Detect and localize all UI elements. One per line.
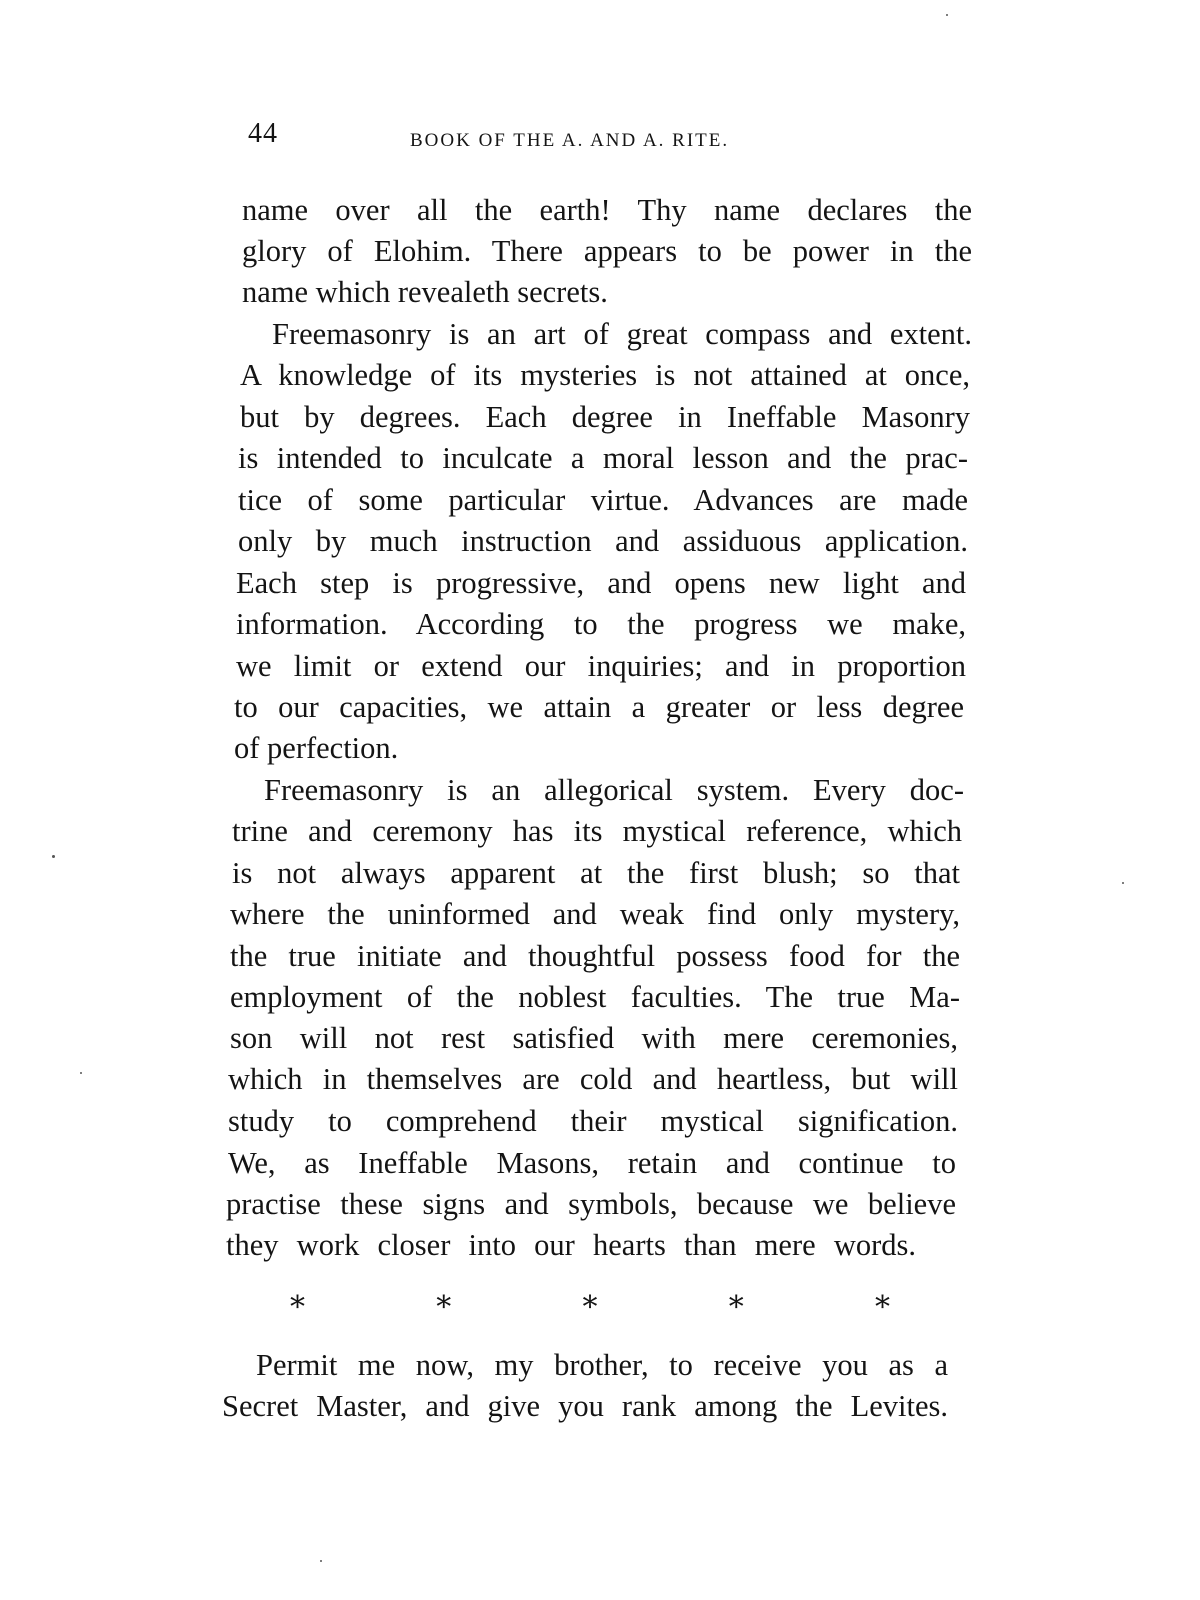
text-line: name which revealeth secrets. xyxy=(242,275,608,309)
paper-speck xyxy=(80,1072,82,1074)
text-line: which in themselves are cold and heartless, but will xyxy=(228,1062,958,1096)
text-line: tice of some particular virtue. Advances are made xyxy=(238,483,968,517)
text-line: only by much instruction and assiduous application. xyxy=(238,524,968,558)
text-line: but by degrees. Each degree in Ineffable Masonry xyxy=(240,400,970,434)
text-line: practise these signs and symbols, because we believe xyxy=(226,1187,956,1221)
text-line: they work closer into our hearts than mere words. xyxy=(226,1228,916,1262)
text-line: is not always apparent at the first blush; so that xyxy=(232,856,960,890)
paper-speck xyxy=(320,1560,322,1562)
text-line: Freemasonry is an art of great compass and extent. xyxy=(272,317,972,351)
separator-asterisk: * xyxy=(290,1290,305,1325)
text-line: study to comprehend their mystical signification. xyxy=(228,1104,958,1138)
text-line: A knowledge of its mysteries is not attained at once, xyxy=(240,358,970,392)
paper-speck xyxy=(52,855,55,858)
text-line: is intended to inculcate a moral lesson and the prac- xyxy=(238,441,968,475)
page-number: 44 xyxy=(248,118,278,149)
paper-speck xyxy=(946,14,948,16)
paper-speck xyxy=(1122,882,1124,884)
text-line: We, as Ineffable Masons, retain and continue to xyxy=(228,1146,956,1180)
page-header xyxy=(248,118,988,166)
separator-asterisk: * xyxy=(728,1290,744,1325)
separator-asterisk: * xyxy=(582,1290,598,1325)
text-line: glory of Elohim. There appears to be power in the xyxy=(242,234,972,268)
text-line: information. According to the progress we make, xyxy=(236,607,966,641)
running-head: BOOK OF THE A. AND A. RITE. xyxy=(410,130,730,151)
separator-asterisk: * xyxy=(875,1290,890,1325)
text-line: Secret Master, and give you rank among the Levites. xyxy=(222,1389,948,1423)
text-line: trine and ceremony has its mystical reference, which xyxy=(232,814,962,848)
text-line: Freemasonry is an allegorical system. Every doc- xyxy=(264,773,964,807)
text-line: where the uninformed and weak find only mystery, xyxy=(230,897,960,931)
text-line: Each step is progressive, and opens new light and xyxy=(236,566,966,600)
separator-asterisk: * xyxy=(436,1290,452,1325)
text-line: Permit me now, my brother, to receive you as a xyxy=(256,1348,948,1382)
text-line: son will not rest satisfied with mere ceremonies, xyxy=(230,1021,958,1055)
section-separator xyxy=(290,1290,890,1325)
text-line: of perfection. xyxy=(234,731,399,765)
text-line: employment of the noblest faculties. The true Ma- xyxy=(230,980,960,1014)
text-line: the true initiate and thoughtful possess food for the xyxy=(230,939,960,973)
text-line: name over all the earth! Thy name declares the xyxy=(242,193,972,227)
text-line: to our capacities, we attain a greater or less degree xyxy=(234,690,964,724)
text-line: we limit or extend our inquiries; and in proportion xyxy=(236,649,966,683)
